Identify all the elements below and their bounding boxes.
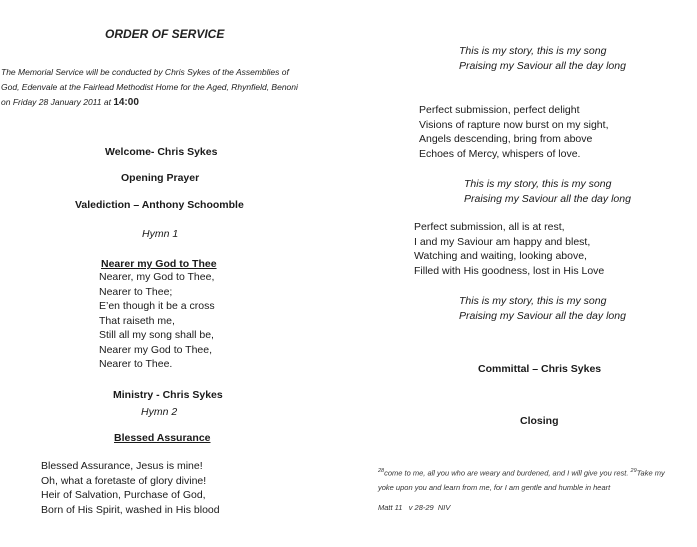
hymn-line: Visions of rapture now burst on my sight,	[419, 118, 609, 131]
chorus-line: This is my story, this is my song	[464, 178, 612, 190]
hymn-line: Heir of Salvation, Purchase of God,	[41, 489, 206, 501]
hymn2-title: Blessed Assurance	[114, 432, 211, 444]
hymn2-verse-3	[414, 220, 604, 278]
scripture-verse	[378, 464, 665, 495]
ministry-heading: Ministry - Chris Sykes	[113, 389, 223, 401]
hymn-line: E’en though it be a cross	[99, 300, 215, 312]
verse-text: Take my	[636, 468, 665, 478]
intro-line: The Memorial Service will be conducted by Chris Sykes of the Assemblies of	[1, 67, 289, 77]
chorus	[459, 294, 626, 324]
hymn-line: Born of His Spirit, washed in His blood	[41, 503, 220, 516]
hymn-line: Nearer my God to Thee,	[99, 343, 213, 356]
chorus-line: Praising my Saviour all the day long	[459, 310, 626, 322]
verse-text: come to me, all you who are weary and burdened, and I will give you rest.	[384, 468, 629, 478]
hymn2-verse-2	[419, 103, 608, 161]
hymn-line: Nearer, my God to Thee,	[99, 271, 215, 283]
service-time: 14:00	[113, 97, 139, 108]
hymn-line: Oh, what a foretaste of glory divine!	[41, 474, 207, 487]
hymn1-title: Nearer my God to Thee	[101, 258, 217, 270]
chorus-line: This is my story, this is my song	[459, 295, 607, 307]
opening-prayer-heading: Opening Prayer	[121, 172, 200, 184]
verse-reference: Matt 11 v 28-29 NIV	[378, 503, 451, 512]
hymn-line: Filled with His goodness, lost in His Love	[414, 264, 605, 277]
hymn-line: Perfect submission, perfect delight	[419, 104, 580, 116]
hymn-line: Still all my song shall be,	[99, 329, 214, 341]
committal-heading: Committal – Chris Sykes	[478, 363, 602, 375]
valediction-heading: Valediction – Anthony Schoomble	[75, 199, 244, 211]
hymn-line: Watching and waiting, looking above,	[414, 250, 587, 262]
verse-text: yoke upon you and learn from me, for I am gentle and humble in heart	[378, 482, 611, 492]
welcome-heading: Welcome- Chris Sykes	[105, 146, 218, 158]
chorus-line: This is my story, this is my song	[459, 45, 607, 57]
page-title: ORDER OF SERVICE	[105, 27, 225, 41]
hymn-line: Echoes of Mercy, whispers of love.	[419, 147, 581, 160]
hymn-line: Angels descending, bring from above	[419, 133, 593, 145]
chorus	[459, 44, 626, 74]
closing-heading: Closing	[520, 415, 559, 427]
verse-number: 29	[630, 468, 637, 474]
hymn2-label: Hymn 2	[141, 406, 178, 418]
hymn-line: Nearer to Thee.	[99, 358, 173, 370]
hymn-line: I and my Saviour am happy and blest,	[414, 235, 591, 248]
hymn1-verse	[99, 270, 215, 372]
hymn-line: Nearer to Thee;	[99, 285, 173, 298]
intro-line: God, Edenvale at the Fairlead Methodist Home for the Aged, Rhynfield, Benoni	[1, 82, 298, 92]
chorus	[464, 177, 631, 207]
hymn-line: Blessed Assurance, Jesus is mine!	[41, 460, 203, 472]
chorus-line: Praising my Saviour all the day long	[464, 193, 631, 205]
intro-line: on Friday 28 January 2011 at 14:00	[1, 97, 139, 108]
hymn1-label: Hymn 1	[142, 228, 179, 240]
verse-number: 28	[378, 468, 385, 474]
service-intro	[1, 65, 298, 110]
hymn-line: Perfect submission, all is at rest,	[414, 221, 565, 233]
hymn-line: That raiseth me,	[99, 314, 175, 327]
chorus-line: Praising my Saviour all the day long	[459, 60, 626, 72]
hymn2-verse	[41, 459, 220, 517]
